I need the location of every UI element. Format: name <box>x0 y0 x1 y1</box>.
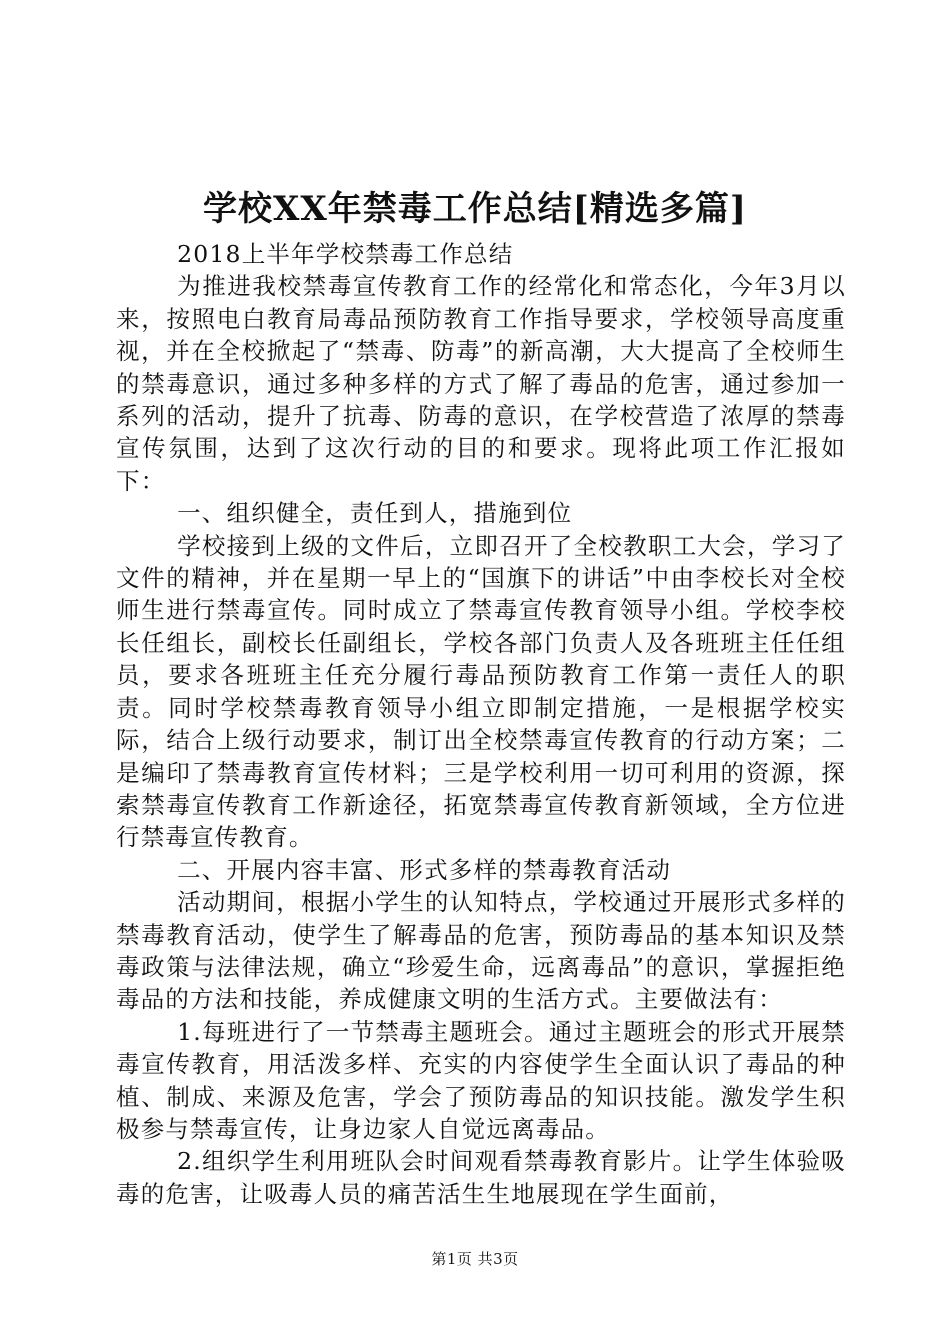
page-title: 学校XX年禁毒工作总结[精选多篇] <box>203 189 747 229</box>
paragraph-intro: 为推进我校禁毒宣传教育工作的经常化和常态化，今年3月以来，按照电白教育局毒品预防教育工作指导要求，学校领导高度重视，并在全校掀起了“禁毒、防毒”的新高潮，大大提高了全校师生的禁毒意识，通过多种多样的方式了解了毒品的危害，通过参加一系列的活动，提升了抗毒、防毒的意识，在学校营造了浓厚的禁毒宣传氛围，达到了这次行动的目的和要求。现将此项工作汇报如下： <box>116 272 846 495</box>
section-heading-1: 一、组织健全，责任到人，措施到位 <box>177 499 573 528</box>
paragraph-item-1: 1.每班进行了一节禁毒主题班会。通过主题班会的形式开展禁毒宣传教育，用活泼多样、充实的内容使学生全面认识了毒品的种植、制成、来源及危害，学会了预防毒品的知识技能。激发学生积极参与禁毒宣传，让身边家人自觉远离毒品。 <box>116 1017 846 1143</box>
page-footer: 第1页 共3页 <box>431 1250 519 1268</box>
paragraph-item-2: 2.组织学生利用班队会时间观看禁毒教育影片。让学生体验吸毒的危害，让吸毒人员的痛苦活生生地展现在学生面前， <box>116 1147 846 1208</box>
section-heading-2: 二、开展内容丰富、形式多样的禁毒教育活动 <box>177 855 672 884</box>
paragraph-subtitle: 2018上半年学校禁毒工作总结 <box>177 240 514 268</box>
document-body <box>116 238 846 1210</box>
paragraph-section-1: 学校接到上级的文件后，立即召开了全校教职工大会，学习了文件的精神，并在星期一早上的“国旗下的讲话”中由李校长对全校师生进行禁毒宣传。同时成立了禁毒宣传教育领导小组。学校李校长任组长，副校长任副组长，学校各部门负责人及各班班主任任组员，要求各班班主任充分履行毒品预防教育工作第一责任人的职责。同时学校禁毒教育领导小组立即制定措施，一是根据学校实际，结合上级行动要求，制订出全校禁毒宣传教育的行动方案；二是编印了禁毒教育宣传材料；三是学校利用一切可利用的资源，探索禁毒宣传教育工作新途径，拓宽禁毒宣传教育新领域，全方位进行禁毒宣传教育。 <box>116 531 846 852</box>
paragraph-section-2: 活动期间，根据小学生的认知特点，学校通过开展形式多样的禁毒教育活动，使学生了解毒品的危害，预防毒品的基本知识及禁毒政策与法律法规，确立“珍爱生命，远离毒品”的意识，掌握拒绝毒品的方法和技能，养成健康文明的生活方式。主要做法有： <box>116 888 846 1014</box>
